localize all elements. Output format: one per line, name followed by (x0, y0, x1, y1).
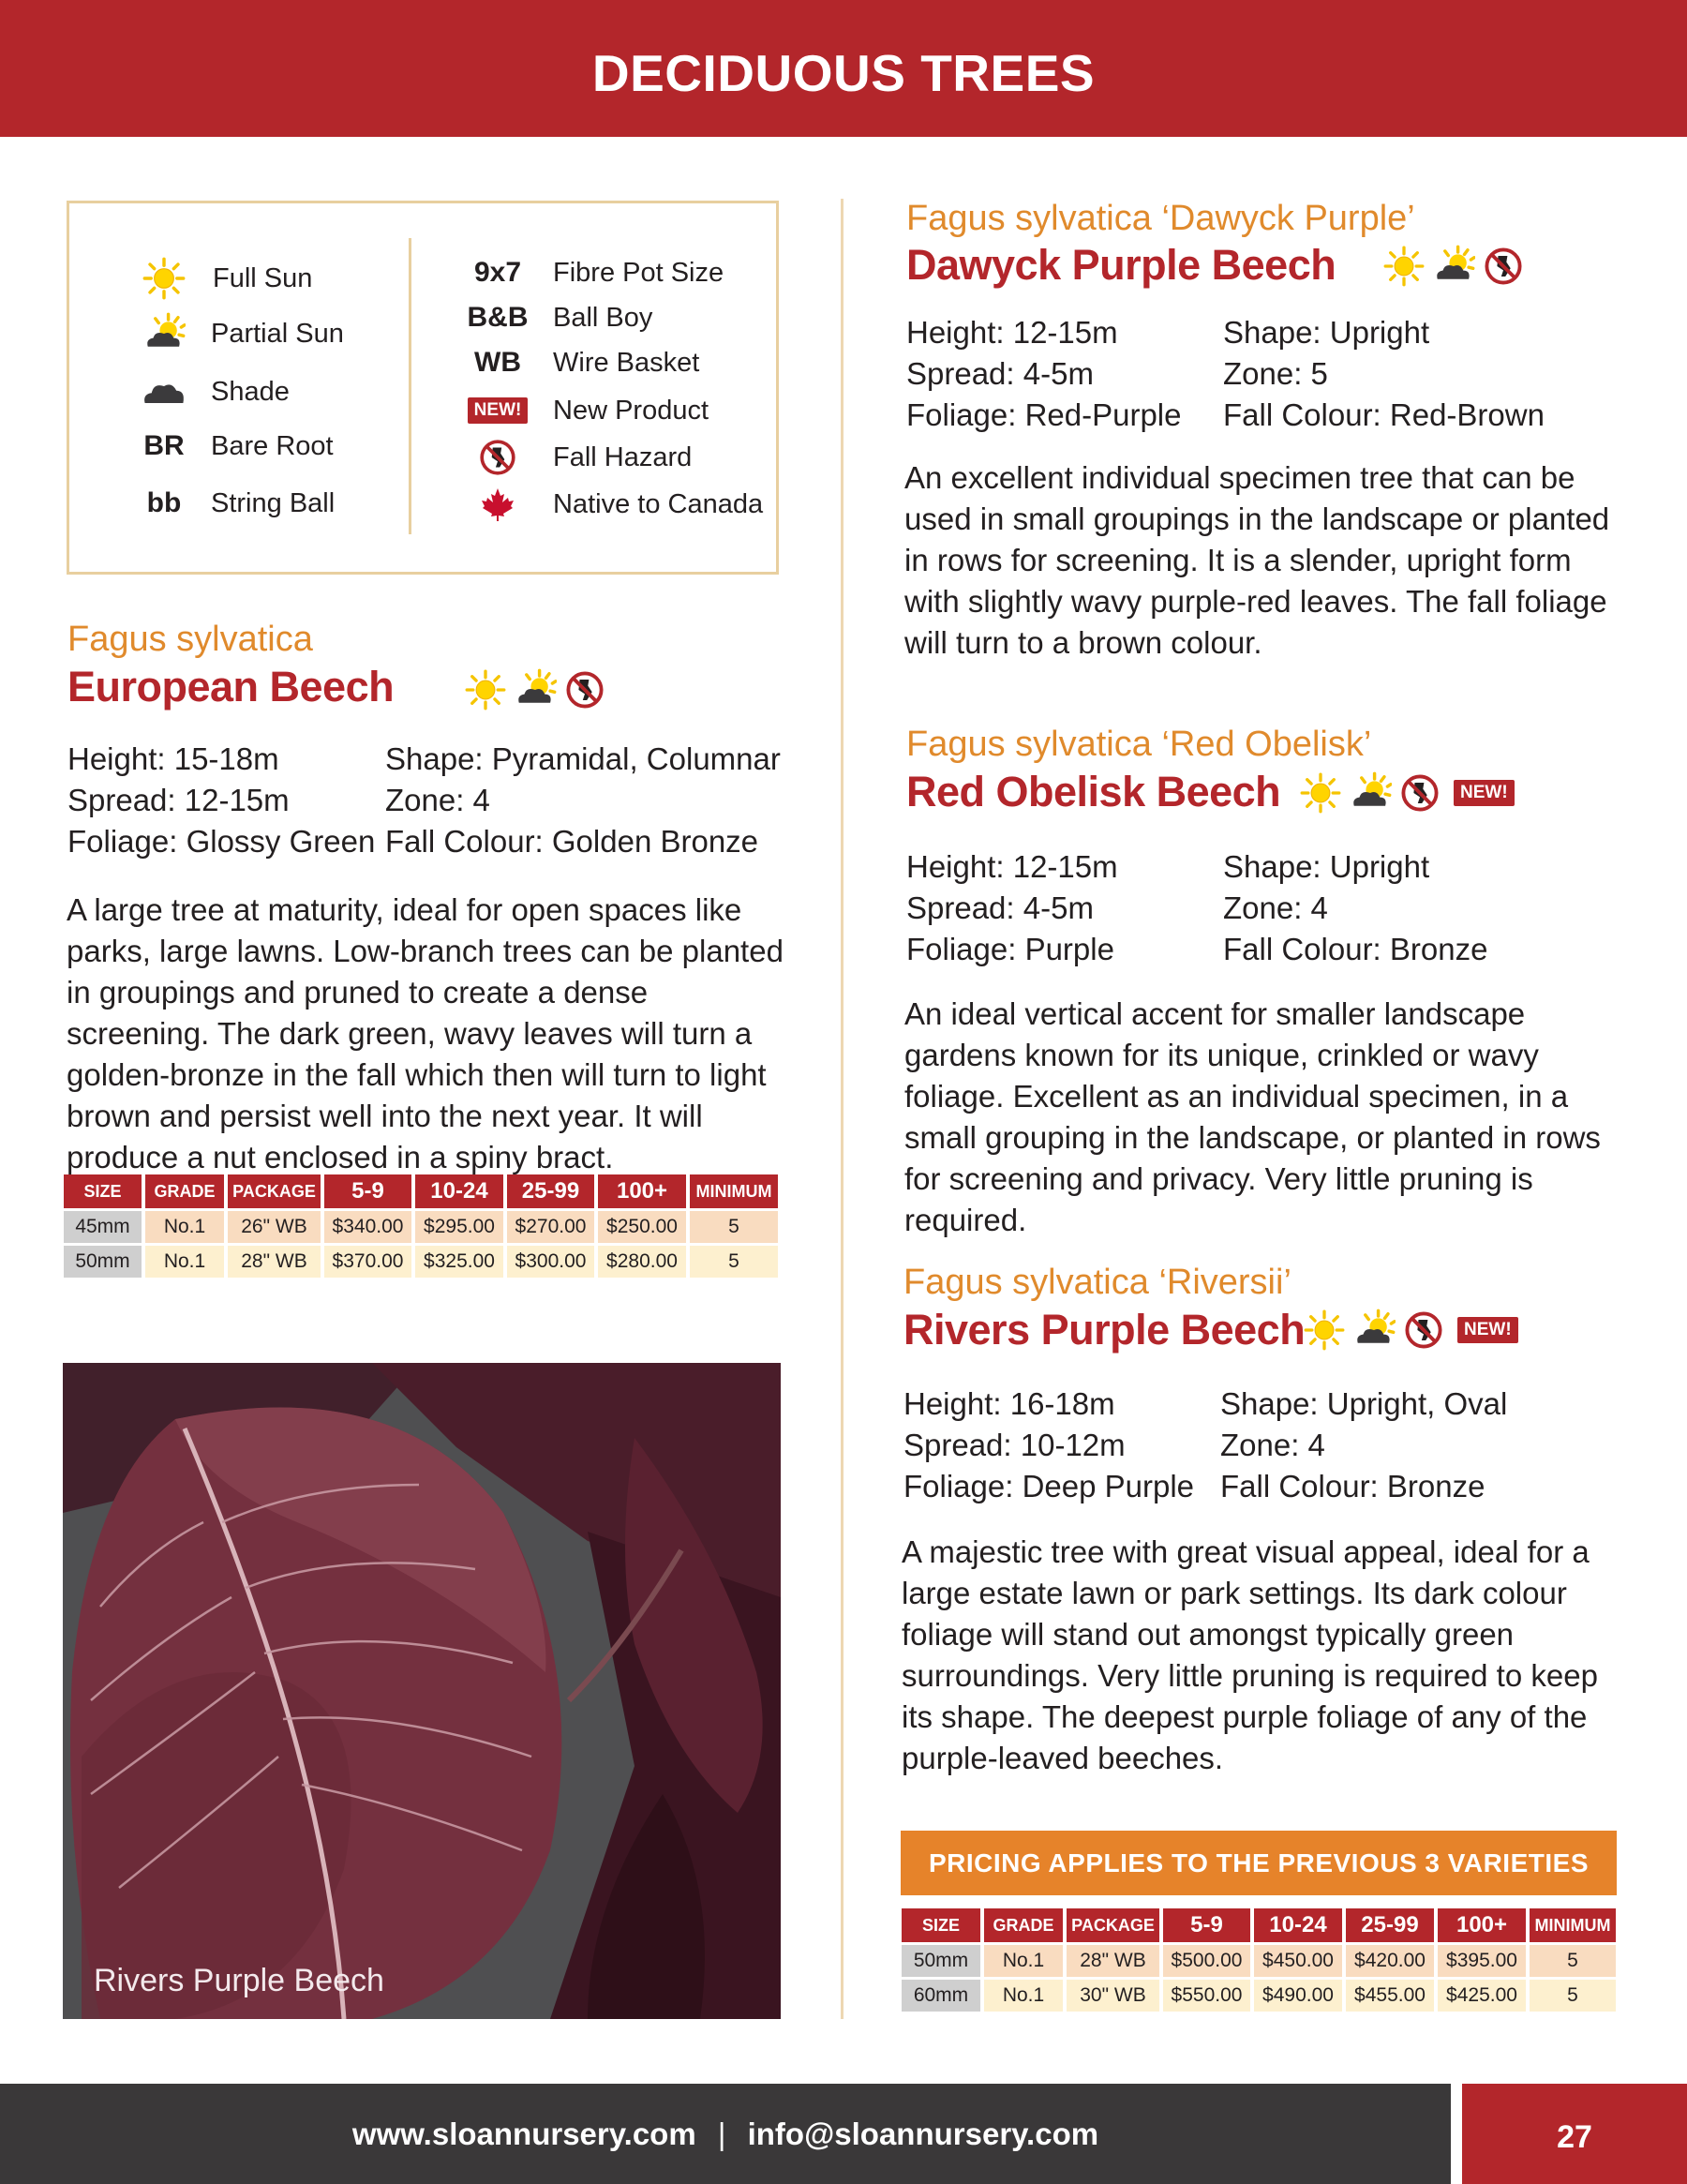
legend-item-partial-sun (122, 310, 344, 357)
table-row (902, 1980, 1616, 2012)
legend-divider (409, 238, 411, 534)
cell-price: $450.00 (1254, 1945, 1342, 1977)
cell-minimum: 5 (690, 1246, 778, 1278)
species-specs-left (67, 739, 375, 862)
spec-fall-colour: Fall Colour: Bronze (1220, 1469, 1485, 1503)
footer-contact (0, 2084, 1451, 2184)
partial-sun-icon (1349, 771, 1392, 815)
spec-height: Height: 12-15m (906, 315, 1118, 350)
col-header: GRADE (984, 1908, 1063, 1942)
table-row (902, 1945, 1616, 1977)
col-header: 5-9 (324, 1174, 411, 1208)
photo-caption: Rivers Purple Beech (94, 1963, 384, 1998)
legend-code: bb (146, 487, 182, 518)
cell-package: 30" WB (1067, 1980, 1159, 2012)
species-icons (1300, 771, 1515, 815)
pricing-note: PRICING APPLIES TO THE PREVIOUS 3 VARIETIES (929, 1848, 1589, 1877)
species-description: An excellent individual specimen tree that can be used in small groupings in the landscape or planted in rows for screening. It is a slender, upright form with slightly wavy purple-red leaves. The fall foliage will turn to a brown colour. (904, 460, 1610, 660)
footer-separator: | (717, 2117, 726, 2151)
cell-price: $250.00 (598, 1211, 686, 1243)
species-latin-name: Fagus sylvatica ‘Red Obelisk’ (906, 725, 1372, 764)
legend-item-fall-hazard (455, 434, 692, 481)
price-table (60, 1172, 782, 1280)
cell-price: $280.00 (598, 1246, 686, 1278)
page-number: 27 (1557, 2119, 1592, 2155)
species-specs-left (906, 312, 1182, 436)
spec-spread: Spread: 10-12m (903, 1428, 1126, 1462)
legend-code: 9x7 (473, 257, 522, 288)
cell-price: $500.00 (1163, 1945, 1250, 1977)
cell-size: 50mm (64, 1246, 142, 1278)
legend-item-wire-basket (455, 339, 699, 386)
cell-price: $370.00 (324, 1246, 411, 1278)
spec-foliage: Foliage: Deep Purple (903, 1469, 1195, 1503)
partial-sun-icon (1352, 1309, 1396, 1352)
legend-label: New Product (553, 395, 709, 426)
legend-item-string-ball (122, 480, 335, 527)
legend-item-new-product (455, 387, 709, 434)
page-title: DECIDUOUS TREES (591, 44, 1096, 102)
tree-photo (63, 1363, 781, 2019)
fall-hazard-icon (1483, 246, 1524, 287)
cell-price: $455.00 (1346, 1980, 1434, 2012)
spec-shape: Shape: Upright (1223, 849, 1430, 884)
email-link[interactable]: info@sloannursery.com (747, 2117, 1099, 2151)
legend-label: String Ball (211, 487, 336, 518)
legend-item-ball-boy (455, 294, 652, 341)
table-row (64, 1246, 778, 1278)
species-icons (465, 668, 605, 711)
col-header: PACKAGE (1067, 1908, 1159, 1942)
legend-item-shade (122, 368, 290, 415)
col-header: SIZE (902, 1908, 980, 1942)
col-header: 100+ (1438, 1908, 1526, 1942)
spec-spread: Spread: 4-5m (906, 890, 1094, 925)
col-header: SIZE (64, 1174, 142, 1208)
cell-size: 50mm (902, 1945, 980, 1977)
sun-icon (1300, 772, 1341, 814)
legend-item-full-sun (122, 255, 312, 302)
fall-hazard-icon (1403, 1309, 1444, 1351)
spec-height: Height: 15-18m (67, 741, 279, 776)
col-header: 10-24 (1254, 1908, 1342, 1942)
species-description: A large tree at maturity, ideal for open spaces like parks, large lawns. Low-branch trees can be planted in groupings and pruned to create a dense screening. The dark green, wavy leaves will turn a golden-bronze in the fall which then will turn to light brown and persist well into the next year. It will produce a nut enclosed in a spiny bract. (67, 892, 784, 1174)
table-header-row (64, 1174, 778, 1208)
spec-fall-colour: Fall Colour: Red-Brown (1223, 397, 1545, 432)
species-specs-right (1223, 312, 1545, 436)
shade-cloud-icon (122, 369, 206, 414)
species-description: A majestic tree with great visual appeal, ideal for a large estate lawn or park settings. Its dark colour foliage will stand out amongst typically green surroundings. Very little pruning is required to keep its shape. The deepest purple foliage of any of the purple-leaved beeches. (902, 1534, 1598, 1775)
col-header: MINIMUM (1530, 1908, 1616, 1942)
legend-label: Bare Root (211, 430, 334, 461)
col-header: 25-99 (507, 1174, 594, 1208)
legend-item-native (455, 481, 763, 528)
spec-height: Height: 16-18m (903, 1386, 1115, 1421)
cell-package: 28" WB (228, 1246, 321, 1278)
species-latin-name: Fagus sylvatica (67, 620, 313, 659)
col-header: 5-9 (1163, 1908, 1250, 1942)
spec-shape: Shape: Upright, Oval (1220, 1386, 1508, 1421)
cell-grade: No.1 (984, 1980, 1063, 2012)
legend-label: Fibre Pot Size (553, 257, 724, 288)
fall-hazard-icon (455, 438, 540, 477)
legend-code: B&B (467, 302, 529, 333)
spec-fall-colour: Fall Colour: Golden Bronze (385, 824, 759, 859)
species-specs-right (1220, 1384, 1507, 1507)
legend-label: Full Sun (213, 262, 313, 293)
species-common-name: European Beech (67, 663, 395, 711)
table-header-row (902, 1908, 1616, 1942)
species-specs-right (1223, 846, 1487, 970)
cell-price: $270.00 (507, 1211, 594, 1243)
cell-price: $340.00 (324, 1211, 411, 1243)
legend-label: Fall Hazard (553, 441, 693, 472)
legend-code: BR (143, 430, 185, 461)
col-header: 25-99 (1346, 1908, 1434, 1942)
cell-grade: No.1 (984, 1945, 1063, 1977)
spec-spread: Spread: 12-15m (67, 783, 290, 817)
legend-label: Shade (211, 376, 290, 407)
legend-label: Partial Sun (211, 318, 344, 349)
cell-size: 60mm (902, 1980, 980, 2012)
cell-price: $490.00 (1254, 1980, 1342, 2012)
cell-size: 45mm (64, 1211, 142, 1243)
spec-zone: Zone: 4 (1223, 890, 1328, 925)
col-header: 100+ (598, 1174, 686, 1208)
spec-shape: Shape: Pyramidal, Columnar (385, 741, 781, 776)
spec-spread: Spread: 4-5m (906, 356, 1094, 391)
cell-minimum: 5 (1530, 1980, 1616, 2012)
col-header: 10-24 (415, 1174, 503, 1208)
legend-item-bare-root (122, 423, 334, 470)
sun-icon (122, 257, 206, 300)
column-divider (841, 199, 844, 2019)
spec-zone: Zone: 4 (1220, 1428, 1325, 1462)
species-common-name: Dawyck Purple Beech (906, 241, 1336, 289)
species-specs-right (385, 739, 781, 862)
new-badge: NEW! (1457, 1317, 1518, 1343)
cell-package: 28" WB (1067, 1945, 1159, 1977)
partial-sun-icon (1432, 245, 1475, 288)
website-link[interactable]: www.sloannursery.com (351, 2117, 696, 2151)
cell-price: $550.00 (1163, 1980, 1250, 2012)
new-badge: NEW! (1454, 780, 1515, 806)
spec-fall-colour: Fall Colour: Bronze (1223, 932, 1488, 966)
spec-foliage: Foliage: Red-Purple (906, 397, 1182, 432)
legend-label: Native to Canada (553, 488, 764, 519)
species-common-name: Red Obelisk Beech (906, 768, 1281, 815)
species-specs-left (906, 846, 1118, 970)
partial-sun-icon (514, 668, 557, 711)
col-header: GRADE (145, 1174, 224, 1208)
species-description: An ideal vertical accent for smaller landscape gardens known for its unique, crinkled or wavy foliage. Excellent as an individual specimen, in a small grouping in the landscape, or planted in rows for screening and privacy. Very little pruning is required. (904, 996, 1601, 1237)
col-header: PACKAGE (228, 1174, 321, 1208)
sun-icon (465, 669, 506, 711)
spec-foliage: Foliage: Glossy Green (67, 824, 376, 859)
cell-minimum: 5 (1530, 1945, 1616, 1977)
spec-shape: Shape: Upright (1223, 315, 1430, 350)
species-latin-name: Fagus sylvatica ‘Dawyck Purple’ (906, 199, 1415, 238)
legend-label: Wire Basket (553, 347, 700, 378)
cell-grade: No.1 (145, 1246, 224, 1278)
cell-price: $420.00 (1346, 1945, 1434, 1977)
cell-minimum: 5 (690, 1211, 778, 1243)
fall-hazard-icon (1399, 772, 1441, 814)
maple-leaf-icon (455, 486, 540, 523)
col-header: MINIMUM (690, 1174, 778, 1208)
cell-price: $395.00 (1438, 1945, 1526, 1977)
species-common-name: Rivers Purple Beech (903, 1306, 1306, 1354)
species-latin-name: Fagus sylvatica ‘Riversii’ (903, 1263, 1291, 1302)
legend-label: Ball Boy (553, 302, 653, 333)
fall-hazard-icon (564, 669, 605, 711)
cell-price: $300.00 (507, 1246, 594, 1278)
spec-zone: Zone: 5 (1223, 356, 1328, 391)
partial-sun-icon (122, 312, 206, 355)
cell-price: $295.00 (415, 1211, 503, 1243)
new-badge: NEW! (455, 397, 540, 424)
species-icons (1304, 1309, 1518, 1352)
price-table (898, 1906, 1620, 2014)
sun-icon (1383, 246, 1425, 287)
cell-price: $425.00 (1438, 1980, 1526, 2012)
cell-package: 26" WB (228, 1211, 321, 1243)
sun-icon (1304, 1309, 1345, 1351)
cell-price: $325.00 (415, 1246, 503, 1278)
species-specs-left (903, 1384, 1194, 1507)
legend-code: WB (474, 347, 521, 378)
table-row (64, 1211, 778, 1243)
spec-zone: Zone: 4 (385, 783, 490, 817)
cell-grade: No.1 (145, 1211, 224, 1243)
spec-foliage: Foliage: Purple (906, 932, 1114, 966)
legend-item-fibre-pot (455, 249, 724, 296)
species-icons (1383, 245, 1524, 288)
spec-height: Height: 12-15m (906, 849, 1118, 884)
